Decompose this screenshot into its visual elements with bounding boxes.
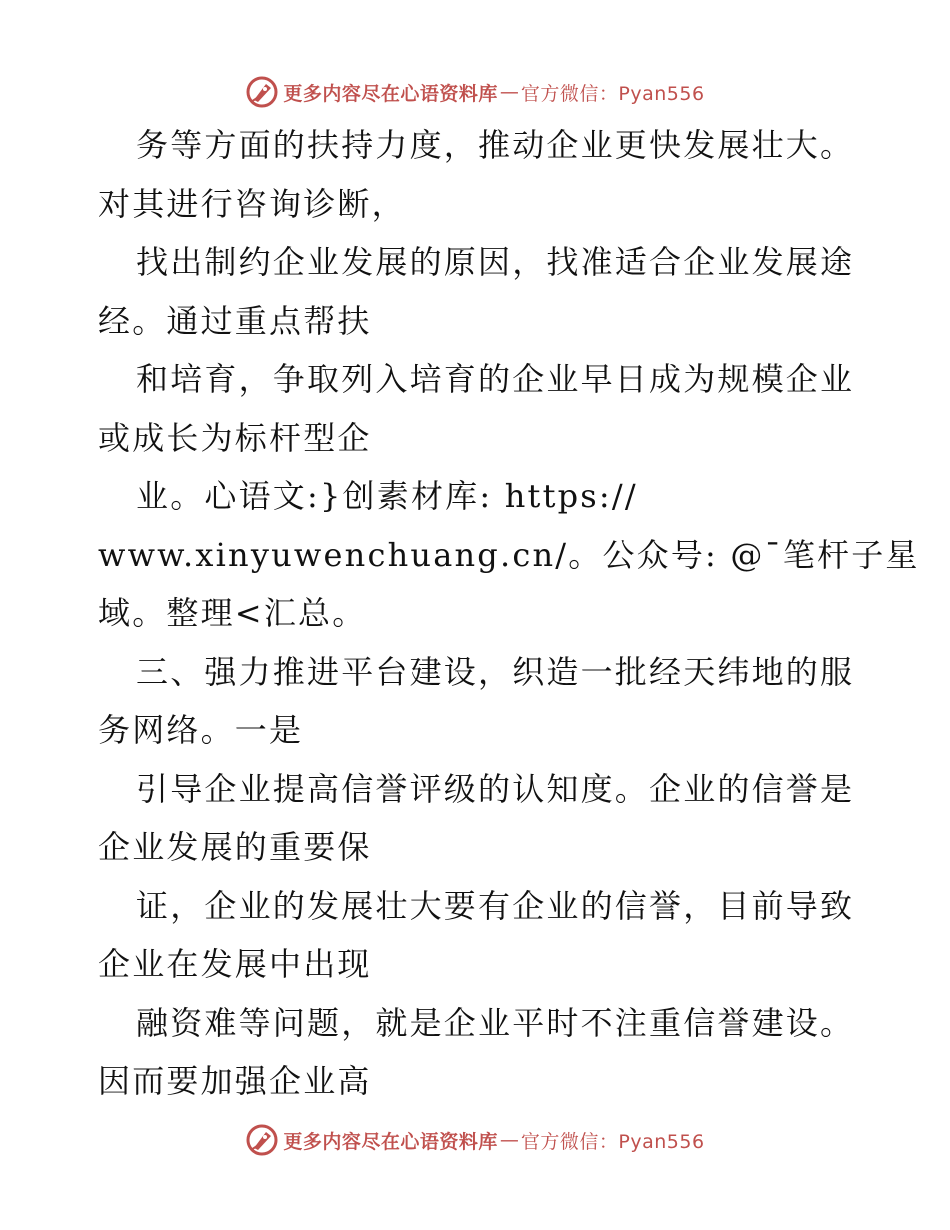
header-contact-text: 官方微信：Pyan556 (520, 82, 705, 105)
text-line: 对其进行咨询诊断， (98, 184, 406, 223)
pen-nib-logo-icon (245, 75, 279, 109)
text-line: 三、强力推进平台建设，织造一批经天纬地的服 (136, 652, 855, 691)
text-line: 经。通过重点帮扶 (98, 301, 372, 340)
text-line: 证，企业的发展壮大要有企业的信誉，目前导致 (136, 886, 855, 925)
header-banner (0, 70, 950, 114)
text-line: 融资难等问题，就是企业平时不注重信誉建设。 (136, 1003, 855, 1042)
text-line: 务网络。一是 (98, 711, 304, 749)
text-line: 找出制约企业发展的原因，找准适合企业发展途 (136, 243, 855, 281)
header-brand-text: 更多内容尽在心语资料库 (283, 82, 498, 105)
text-line: 或成长为标杆型企 (98, 418, 372, 457)
text-line: 务等方面的扶持力度，推动企业更快发展壮大。 (136, 126, 855, 164)
text-line: 因而要加强企业高 (98, 1062, 372, 1100)
footer-dash: — (499, 1129, 519, 1151)
footer-contact-text: 官方微信：Pyan556 (520, 1130, 705, 1153)
text-line: 和培育，争取列入培育的企业早日成为规模企业 (136, 360, 855, 398)
text-line: 业。心语文:}创素材库: https:// (136, 477, 638, 515)
text-line: 引导企业提高信誉评级的认知度。企业的信誉是 (136, 769, 855, 808)
text-line: www.xinyuwenchuang.cn/。公众号: @¯笔杆子星 (98, 535, 920, 574)
pen-nib-logo-icon (245, 1123, 279, 1157)
header-dash: — (499, 81, 519, 103)
text-line: 企业发展的重要保 (98, 828, 372, 866)
footer-brand-text: 更多内容尽在心语资料库 (283, 1130, 498, 1153)
text-line: 企业在发展中出现 (98, 945, 372, 983)
footer-banner (0, 1118, 950, 1162)
text-line: 域。整理<汇总。 (98, 594, 367, 632)
document-body (98, 116, 920, 1111)
